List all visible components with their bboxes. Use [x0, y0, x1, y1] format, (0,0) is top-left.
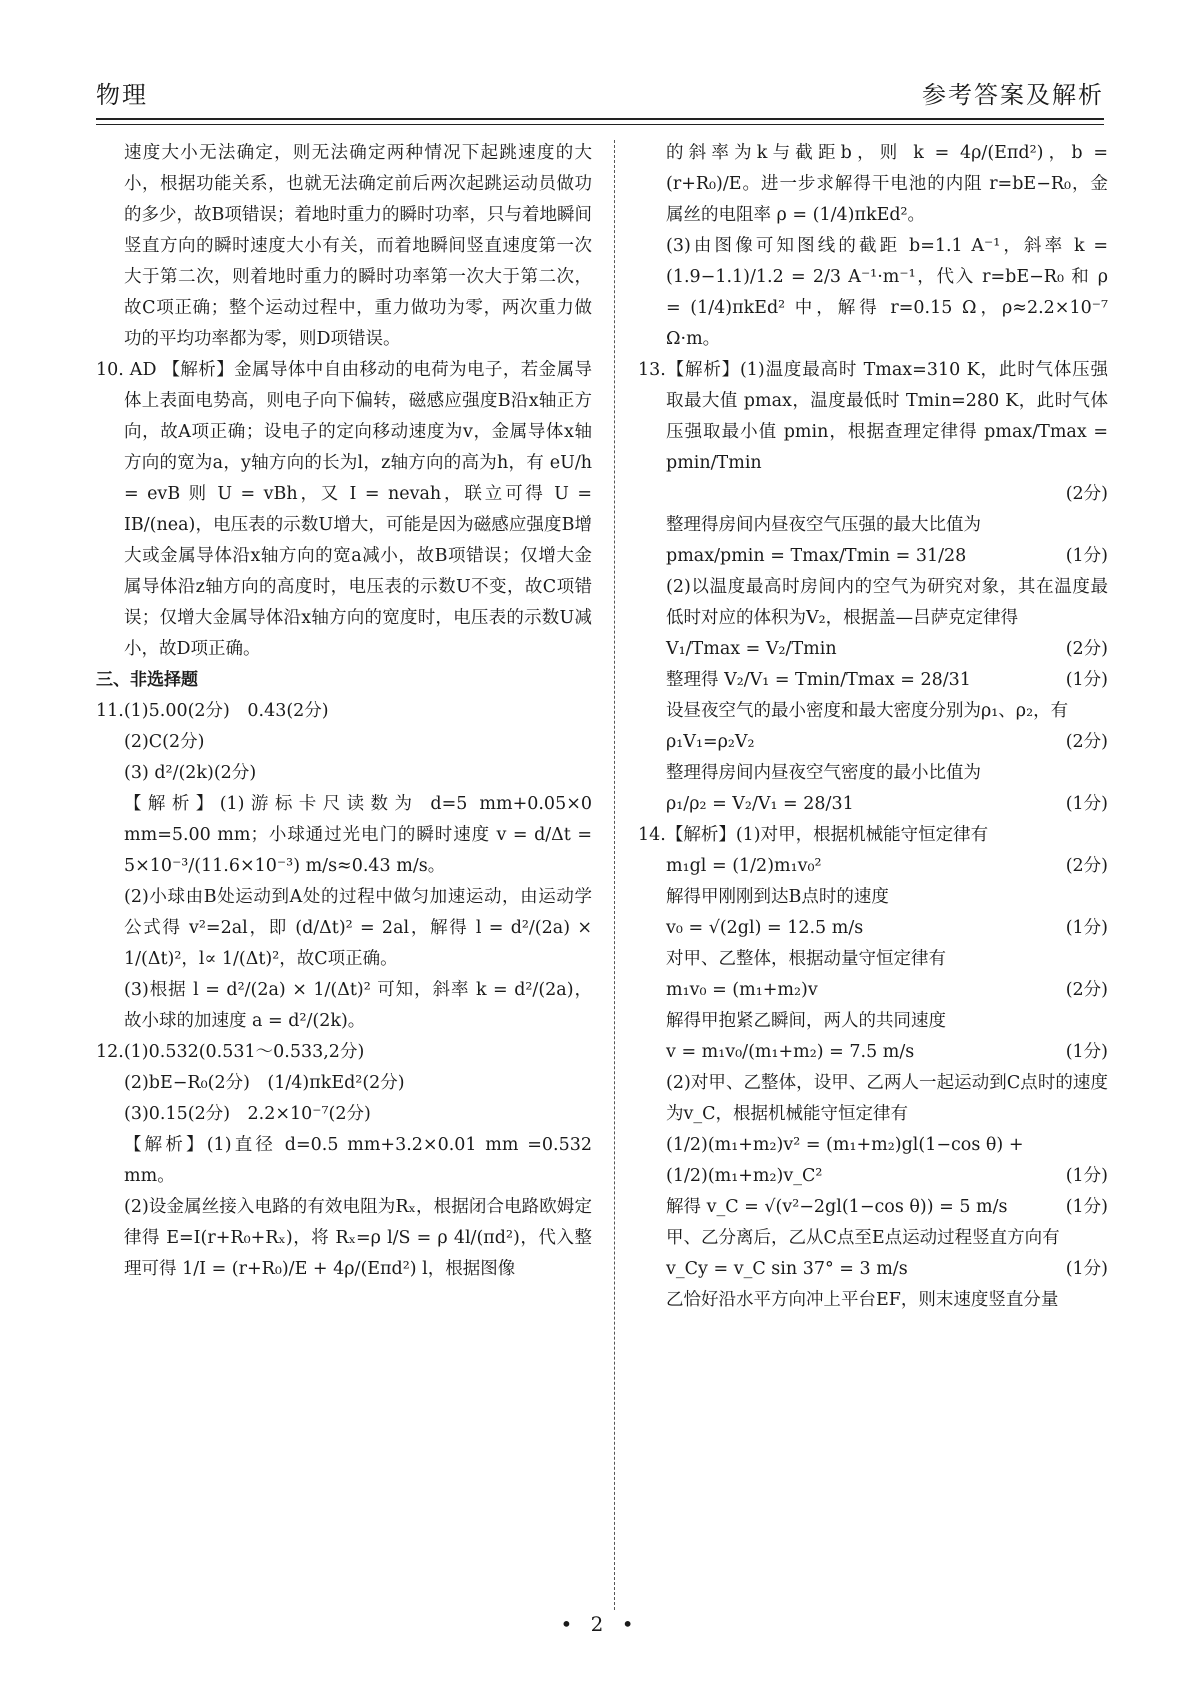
paragraph: 解得甲抱紧乙瞬间，两人的共同速度	[666, 1011, 946, 1031]
paragraph: 速度大小无法确定，则无法确定两种情况下起跳速度的大小，根据功能关系，也就无法确定前后两次起跳运动员做功的多少，故B项错误；着地时重力的瞬时功率，只与着地瞬间竖直方向的瞬时速度大小有关，而着地瞬间竖直速度第一次大于第二次，则着地时重力的瞬时功率第一次大于第二次，故C项正确；整个运动过程中，重力做功为零，两次重力做功的平均功率都为零，则D项错误。	[124, 143, 592, 349]
points-label: (1分)	[1065, 1042, 1108, 1062]
paragraph: (3)根据 l = d²/(2a) × 1/(Δt)² 可知，斜率 k = d²/(2a)，故小球的加速度 a = d²/(2k)。	[124, 980, 592, 1031]
paragraph: 12.(1)0.532(0.531～0.533,2分)	[96, 1042, 365, 1062]
points-label: (2分)	[1065, 732, 1108, 752]
paragraph: (3) d²/(2k)(2分)	[124, 763, 257, 783]
equation: v_Cy = v_C sin 37° = 3 m/s	[666, 1259, 908, 1279]
equation: V₁/Tmax = V₂/Tmin	[666, 639, 837, 659]
paragraph: 甲、乙分离后，乙从C点至E点运动过程竖直方向有	[666, 1228, 1060, 1248]
equation-row	[638, 851, 1108, 882]
equation-row	[638, 789, 1108, 820]
paragraph: (3)由图像可知图线的截距 b=1.1 A⁻¹，斜率 k = (1.9−1.1)/1.2 = 2/3 A⁻¹·m⁻¹，代入 r=bE−R₀ 和 ρ = (1/4)πkEd² 中，解得 r=0.15 Ω，ρ≈2.2×10⁻⁷ Ω·m。	[666, 236, 1108, 349]
paragraph: (3)0.15(2分) 2.2×10⁻⁷(2分)	[124, 1104, 371, 1124]
equation: v = m₁v₀/(m₁+m₂) = 7.5 m/s	[666, 1042, 915, 1062]
paragraph: 的斜率为k与截距b，则 k = 4ρ/(Eπd²)，b = (r+R₀)/E。进一步求解得干电池的内阻 r=bE−R₀，金属丝的电阻率 ρ = (1/4)πkEd²。	[666, 143, 1108, 225]
equation-row	[638, 1192, 1108, 1223]
equation-row	[638, 634, 1108, 665]
paragraph: 整理得房间内昼夜空气密度的最小比值为	[666, 763, 981, 783]
points-label: (1分)	[1065, 794, 1108, 814]
equation-row	[638, 913, 1108, 944]
equation: ρ₁/ρ₂ = V₂/V₁ = 28/31	[666, 794, 854, 814]
equation-row	[638, 727, 1108, 758]
points-label: (1分)	[1065, 670, 1108, 690]
paragraph: 11.(1)5.00(2分) 0.43(2分)	[96, 701, 329, 721]
paragraph: (2)小球由B处运动到A处的过程中做匀加速运动，由运动学公式得 v²=2al，即 (d/Δt)² = 2al，解得 l = d²/(2a) × 1/(Δt)²，l∝ 1/(Δt)²，故C项正确。	[124, 887, 592, 969]
points-label: (1分)	[1065, 1166, 1108, 1186]
paragraph: 对甲、乙整体，根据动量守恒定律有	[666, 949, 946, 969]
equation: ρ₁V₁=ρ₂V₂	[666, 732, 755, 752]
page-number: • 2 •	[560, 1612, 640, 1636]
points-label: (1分)	[1065, 1197, 1108, 1217]
paragraph: (2)C(2分)	[124, 732, 205, 752]
paragraph: (1/2)(m₁+m₂)v² = (m₁+m₂)gl(1−cos θ) +	[666, 1135, 1024, 1155]
equation-row	[638, 541, 1108, 572]
paragraph: 解得甲刚刚到达B点时的速度	[666, 887, 889, 907]
points-label: (2分)	[1065, 639, 1108, 659]
paragraph: (2)以温度最高时房间内的空气为研究对象，其在温度最低时对应的体积为V₂，根据盖—吕萨克定律得	[666, 577, 1108, 628]
paragraph: (2)bE−R₀(2分) (1/4)πkEd²(2分)	[124, 1073, 405, 1093]
paragraph: (2)设金属丝接入电路的有效电阻为Rₓ，根据闭合电路欧姆定律得 E=I(r+R₀+Rₓ)，将 Rₓ=ρ l/S = ρ 4l/(πd²)，代入整理可得 1/I = (r+R₀)/E + 4ρ/(Eπd²) l，根据图像	[124, 1197, 592, 1279]
column-divider	[614, 140, 615, 1610]
equation: m₁gl = (1/2)m₁v₀²	[666, 856, 822, 876]
paragraph: 10. AD 【解析】金属导体中自由移动的电荷为电子，若金属导体上表面电势高，则电子向下偏转，磁感应强度B沿x轴正方向，故A项正确；设电子的定向移动速度为v，金属导体x轴方向的宽为a，y轴方向的长为l，z轴方向的高为h，有 eU/h = evB 则 U = vBh，又 I = nevah，联立可得 U = IB/(nea)，电压表的示数U增大，可能是因为磁感应强度B增大或金属导体沿x轴方向的宽a减小，故B项错误；仅增大金属导体沿z轴方向的高度时，电压表的示数U不变，故C项错误；仅增大金属导体沿x轴方向的宽度时，电压表的示数U减小，故D项正确。	[96, 360, 592, 659]
equation: m₁v₀ = (m₁+m₂)v	[666, 980, 818, 1000]
points-label: (2分)	[1065, 856, 1108, 876]
paragraph: 【解析】(1)直径 d=0.5 mm+3.2×0.01 mm =0.532 mm。	[124, 1135, 592, 1186]
equation-row	[638, 975, 1108, 1006]
paragraph: 14.【解析】(1)对甲，根据机械能守恒定律有	[638, 825, 989, 845]
equation: 解得 v_C = √(v²−2gl(1−cos θ)) = 5 m/s	[666, 1197, 1008, 1217]
subject-title: 物理	[96, 80, 148, 109]
equation-row	[638, 1037, 1108, 1068]
equation: (1/2)(m₁+m₂)v_C²	[666, 1166, 823, 1186]
equation: v₀ = √(2gl) = 12.5 m/s	[666, 918, 864, 938]
right-column	[638, 138, 1108, 1608]
equation-row	[638, 1254, 1108, 1285]
equation-row	[638, 1161, 1108, 1192]
left-column	[96, 138, 592, 1608]
section-heading: 三、非选择题	[96, 670, 198, 690]
paragraph: 乙恰好沿水平方向冲上平台EF，则末速度竖直分量	[666, 1290, 1059, 1310]
equation-row	[638, 479, 1108, 510]
paragraph: 13.【解析】(1)温度最高时 Tmax=310 K，此时气体压强取最大值 pmax，温度最低时 Tmin=280 K，此时气体压强取最小值 pmin，根据查理定律得 pmax/Tmax = pmin/Tmin	[638, 360, 1108, 473]
paragraph: 设昼夜空气的最小密度和最大密度分别为ρ₁、ρ₂，有	[666, 701, 1069, 721]
points-label: (1分)	[1065, 918, 1108, 938]
paragraph: 整理得房间内昼夜空气压强的最大比值为	[666, 515, 981, 535]
equation-row	[638, 665, 1108, 696]
equation: pmax/pmin = Tmax/Tmin = 31/28	[666, 546, 967, 566]
paragraph: 【解析】(1)游标卡尺读数为 d=5 mm+0.05×0 mm=5.00 mm；小球通过光电门的瞬时速度 v = d/Δt = 5×10⁻³/(11.6×10⁻³) m/s≈0.43 m/s。	[124, 794, 592, 876]
paragraph: (2)对甲、乙整体，设甲、乙两人一起运动到C点时的速度为v_C，根据机械能守恒定律有	[666, 1073, 1108, 1124]
section-title: 参考答案及解析	[922, 80, 1104, 109]
points-label: (1分)	[1065, 1259, 1108, 1279]
page-header	[96, 72, 1104, 120]
points-label: (2分)	[1065, 980, 1108, 1000]
equation: 整理得 V₂/V₁ = Tmin/Tmax = 28/31	[666, 670, 971, 690]
points-label: (2分)	[1065, 484, 1108, 504]
points-label: (1分)	[1065, 546, 1108, 566]
